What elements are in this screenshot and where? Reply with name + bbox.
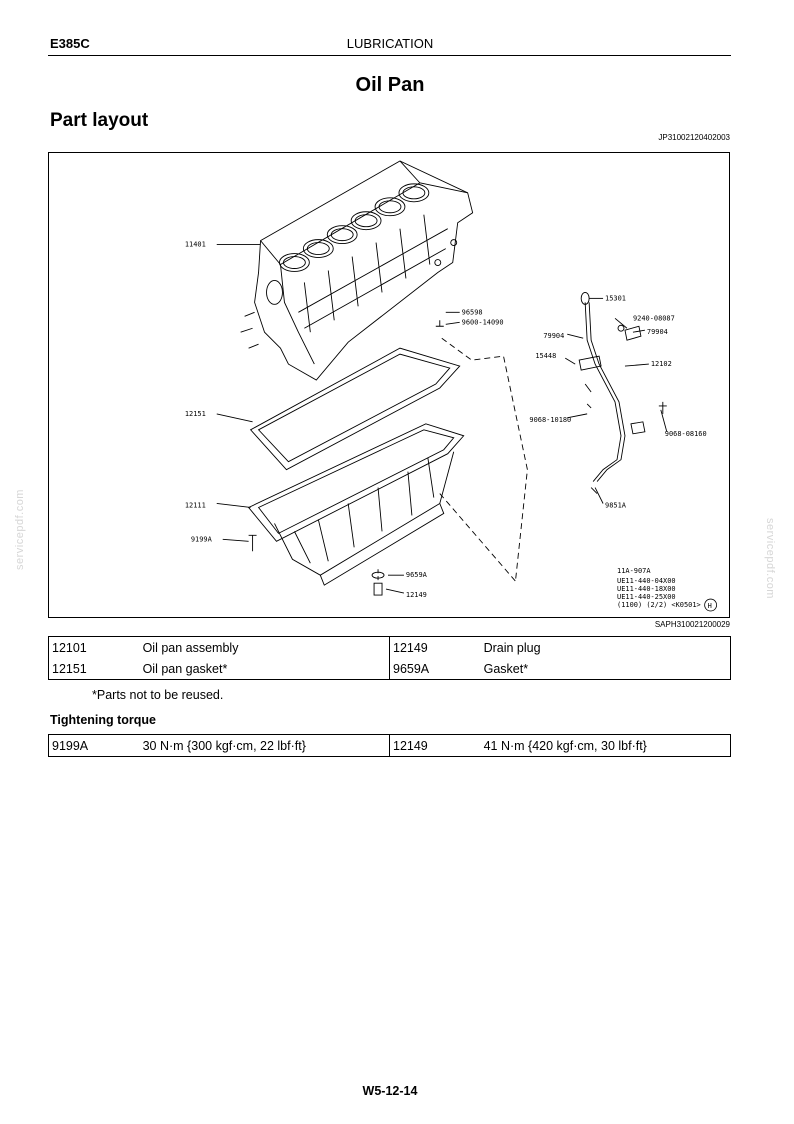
part-number: 12101: [49, 637, 140, 659]
drain-plug-drawing: [374, 583, 382, 595]
part-description: Gasket*: [481, 658, 731, 680]
callout-label: 12102: [650, 360, 672, 369]
header-section: LUBRICATION: [346, 36, 434, 51]
part-description: Oil pan assembly: [140, 637, 390, 659]
oil-pan-drawing: [249, 424, 464, 585]
engine-block-drawing: [241, 161, 473, 380]
part-number: 12151: [49, 658, 140, 680]
callout-label: 9600-14090: [461, 318, 504, 327]
callout-label: 11401: [184, 240, 206, 249]
part-number: 12149: [390, 637, 481, 659]
part-number: 12149: [390, 735, 481, 757]
callout-label: 15301: [605, 294, 627, 303]
callout-label: 12111: [184, 501, 206, 510]
callout-label: 9659A: [405, 571, 427, 580]
callout-label: 9199A: [190, 535, 212, 544]
reference-line: UE11-440-25X00: [617, 593, 676, 602]
header-rule: [48, 55, 731, 56]
part-description: Oil pan gasket*: [140, 658, 390, 680]
torque-table: [48, 734, 731, 757]
parts-table: [48, 636, 731, 680]
reference-line: (1100) (2/2) <K0501>: [617, 601, 701, 610]
page-title: Oil Pan: [355, 74, 425, 96]
torque-value: 41 N·m {420 kgf·cm, 30 lbf·ft}: [481, 735, 731, 757]
header-model: E385C: [50, 36, 90, 51]
torque-heading: Tightening torque: [50, 713, 157, 727]
corner-mark: H: [707, 602, 712, 611]
dipstick-tube-drawing: [579, 292, 667, 493]
part-description: Drain plug: [481, 637, 731, 659]
table-row: [49, 658, 731, 680]
callout-label: 96598: [461, 308, 483, 317]
exploded-view-drawing: [49, 153, 729, 617]
watermark-left: servicepdf.com: [14, 489, 26, 570]
figure-id: SAPH310021200029: [654, 620, 730, 629]
callout-label: 12151: [184, 409, 206, 418]
callout-label: 9068-10180: [529, 415, 572, 424]
section-subtitle: Part layout: [50, 110, 149, 131]
reference-line: UE11-440-04X00: [617, 577, 676, 586]
parts-note: *Parts not to be reused.: [92, 688, 224, 702]
bolt-9199a-drawing: [249, 535, 257, 551]
part-number: 9659A: [390, 658, 481, 680]
part-layout-figure: [48, 152, 730, 618]
callout-label: 9240-08087: [632, 314, 675, 323]
callout-label: 79904: [646, 328, 668, 337]
callout-label: 79904: [543, 332, 565, 341]
document-id: JP31002120402003: [658, 133, 730, 142]
reference-line: UE11-440-18X00: [617, 585, 676, 594]
page-number: W5-12-14: [362, 1084, 418, 1098]
table-row: [49, 637, 731, 659]
reference-block: [617, 567, 717, 611]
callout-label: 12149: [405, 591, 427, 600]
torque-value: 30 N·m {300 kgf·cm, 22 lbf·ft}: [140, 735, 390, 757]
reference-line: 11A-907A: [617, 567, 651, 576]
callout-label: 15448: [535, 352, 557, 361]
callout-label: 9068-08160: [664, 429, 707, 438]
watermark-right: servicepdf.com: [764, 518, 776, 599]
table-row: [49, 735, 731, 757]
callout-label: 9851A: [605, 501, 627, 510]
bolt-drawing: [436, 320, 444, 326]
part-number: 9199A: [49, 735, 140, 757]
